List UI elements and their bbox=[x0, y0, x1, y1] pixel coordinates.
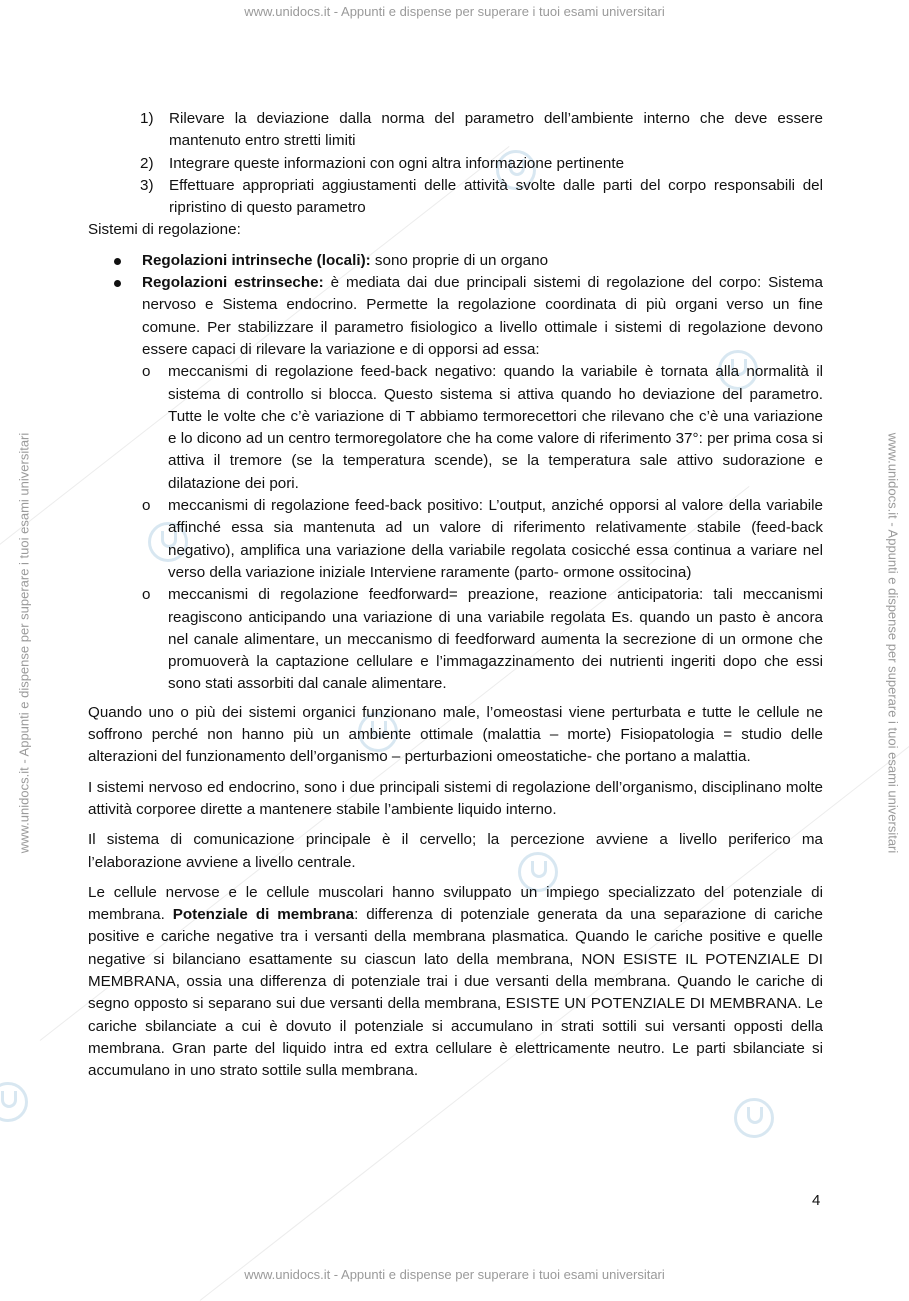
paragraph bbox=[88, 882, 823, 1083]
bullet-text: sono proprie di un organo bbox=[370, 251, 549, 269]
mechanism-text: meccanismi di regolazione feedforward= preazione, reazione anticipatoria: tali meccanismi reagiscono anticipando una variazione di una variabile regolata Es. quando un pasto è ancora nel canale alimentare, un meccanismo di feedforward aumenta la secrezione di un ormone che promuoverà la captazione cellulare e l’immagazzinamento dei nutrienti ingeriti dopo che essi sono stati assorbiti dal canale alimentare. bbox=[168, 586, 823, 693]
circle-bullet-icon: o bbox=[142, 586, 151, 604]
watermark-logo-icon bbox=[0, 1082, 28, 1122]
bullet-icon bbox=[114, 280, 121, 287]
bullet-term: Regolazioni estrinseche: bbox=[142, 274, 324, 292]
bullet-text: è mediata dai due principali sistemi di regolazione del corpo: Sistema nervoso e Sistema endocrino. Permette la regolazione coordinata di più organi verso un fine comune. Per stabilizzare il parametro fisiologico a livello ottimale i sistemi di regolazione devono essere capaci di rilevare la variazione e di opporsi ad essa: bbox=[142, 274, 824, 358]
header-watermark: www.unidocs.it - Appunti e dispense per superare i tuoi esami universitari bbox=[244, 4, 665, 19]
mechanism-text: meccanismi di regolazione feed-back negativo: quando la variabile è tornata alla normalità il sistema di controllo si blocca. Questo sistema si attiva quando ho deviazione del parametro. Tutte le volte che c’è variazione di T abbiamo termorecettori che rilevano che c’è una variazione e lo dicono ad un centro termoregolatore che ha come valore di riferimento 37°: per prima cosa si attiva il tremore (se la temperatura scende), se la temperatura sale attivo sudorazione e dilatazione dei pori. bbox=[168, 363, 823, 492]
list-item bbox=[142, 495, 823, 584]
bullet-term: Regolazioni intrinseche (locali): bbox=[142, 251, 371, 269]
side-watermark-left: www.unidocs.it - Appunti e dispense per superare i tuoi esami universitari bbox=[16, 432, 32, 854]
paragraph-text: Le cellule nervose e le cellule muscolari hanno sviluppato un impiego specializzato del potenziale di membrana. bbox=[88, 883, 823, 924]
list-item bbox=[142, 584, 823, 695]
mechanism-text: meccanismi di regolazione feed-back positivo: L’output, anziché opporsi al valore della variabile affinché essa sia mantenuta ad un valore di riferimento relativamente stabile (feed-back negativo), amplifica una variazione della variabile regolata cosicché essa continua a variare nel verso della variazione iniziale Interviene raramente (parto- ormone ossitocina) bbox=[168, 497, 823, 581]
page-number: 4 bbox=[812, 1192, 821, 1209]
steps-list bbox=[88, 108, 823, 219]
step-text: Rilevare la deviazione dalla norma del parametro dell’ambiente interno che deve essere mantenuto entro stretti limiti bbox=[169, 110, 823, 150]
list-item bbox=[88, 153, 823, 175]
mechanisms-list bbox=[142, 361, 823, 695]
step-number: 2) bbox=[140, 154, 154, 172]
paragraph: I sistemi nervoso ed endocrino, sono i due principali sistemi di regolazione dell’organismo, disciplinano molte attività corporee dirette a mantenere stabile l’ambiente liquido interno. bbox=[88, 778, 823, 818]
step-number: 1) bbox=[140, 110, 154, 127]
list-item bbox=[88, 108, 823, 153]
bold-term: Potenziale di membrana bbox=[172, 906, 355, 924]
list-item bbox=[88, 250, 823, 272]
section-heading: Sistemi di regolazione: bbox=[88, 221, 241, 239]
watermark-logo-icon bbox=[734, 1098, 774, 1138]
footer-watermark: www.unidocs.it - Appunti e dispense per superare i tuoi esami universitari bbox=[244, 1267, 665, 1282]
step-text: Integrare queste informazioni con ogni altra informazione pertinente bbox=[169, 154, 625, 172]
circle-bullet-icon: o bbox=[142, 497, 151, 515]
side-watermark-right: www.unidocs.it - Appunti e dispense per superare i tuoi esami universitari bbox=[885, 432, 901, 854]
list-item bbox=[88, 272, 823, 696]
list-item bbox=[142, 361, 823, 495]
regulation-list bbox=[88, 250, 823, 696]
step-text: Effettuare appropriati aggiustamenti delle attività svolte dalle parti del corpo responsabili del ripristino di questo parametro bbox=[169, 176, 823, 217]
circle-bullet-icon: o bbox=[142, 363, 151, 381]
step-number: 3) bbox=[140, 176, 154, 194]
paragraph: Quando uno o più dei sistemi organici funzionano male, l’omeostasi viene perturbata e tutte le cellule ne soffrono perché non hanno più un ambiente ottimale (malattia – morte) Fisiopatologia = studio delle alterazioni del funzionamento dell’organismo – perturbazioni omeostatiche- che portano a malattia. bbox=[88, 703, 823, 766]
list-item bbox=[88, 175, 823, 220]
paragraph-text: : differenza di potenziale generata da una separazione di cariche positive e cariche negative tra i versanti della membrana plasmatica. Quando le cariche positive e quelle negative si bilanciano esattamente su ciascun lato della membrana, NON ESISTE IL POTENZIALE DI MEMBRANA, ossia una differenza di potenziale trai i due versanti della membrana. Quando le cariche di segno opposto si separano sui due versanti della membrana, ESISTE UN POTENZIALE DI MEMBRANA. Le cariche sbilanciate a cui è dovuto il potenziale si accumulano in strati sottili sui versanti opposti della membrana. Gran parte del liquido intra ed extra cellulare è elettricamente neutro. Le parti sbilanciate si accumulano in uno strato sottile sulla membrana. bbox=[88, 906, 823, 1080]
bullet-icon bbox=[114, 258, 121, 265]
document-body bbox=[88, 108, 823, 1090]
paragraph: Il sistema di comunicazione principale è il cervello; la percezione avviene a livello periferico ma l’elaborazione avviene a livello centrale. bbox=[88, 831, 823, 871]
